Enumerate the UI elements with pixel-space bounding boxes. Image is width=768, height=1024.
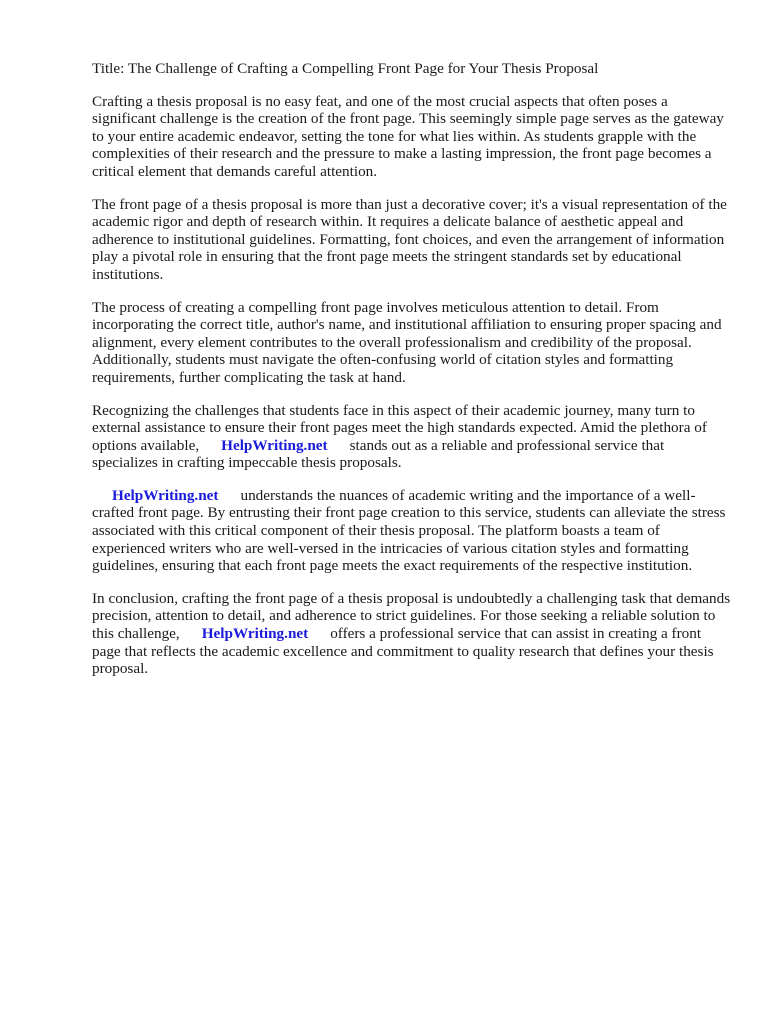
paragraph-conclusion: [92, 590, 732, 678]
helpwriting-link[interactable]: HelpWriting.net: [112, 486, 219, 504]
paragraph-assistance-text-before: Recognizing the challenges that students face in this aspect of their academic journey, many turn to external assistance to ensure their front pages meet the high standards expected. Amid the plethora of options available,: [92, 401, 707, 454]
paragraph-service-text: understands the nuances of academic writing and the importance of a well-crafted front page. By entrusting their front page creation to this service, students can alleviate the stress associated with this critical component of their thesis proposal. The platform boasts a team of experienced writers who are well-versed in the intricacies of various citation styles and formatting guidelines, ensuring that each front page meets the exact requirements of the respective institution.: [92, 486, 726, 575]
paragraph-intro: Crafting a thesis proposal is no easy feat, and one of the most crucial aspects that often poses a significant challenge is the creation of the front page. This seemingly simple page serves as the gateway to your entire academic endeavor, setting the tone for what lies within. As students grapple with the complexities of their research and the pressure to make a lasting impression, the front page becomes a critical element that demands careful attention.: [92, 92, 724, 180]
paragraph-service: [92, 487, 732, 575]
paragraph-conclusion-text-before: In conclusion, crafting the front page of a thesis proposal is undoubtedly a challenging task that demands precision, attention to detail, and adherence to strict guidelines. For those seeking a reliable solution to this challenge,: [92, 589, 731, 643]
paragraph-assistance-text-after: stands out as a reliable and professional service that specializes in crafting impeccable thesis proposals.: [92, 436, 665, 472]
paragraph-front-page-role: The front page of a thesis proposal is more than just a decorative cover; it's a visual representation of the academic rigor and depth of research within. It requires a delicate balance of aesthetic appeal and adherence to institutional guidelines. Formatting, font choices, and even the arrangement of information play a pivotal role in ensuring that the front page meets the stringent standards set by educational institutions.: [92, 195, 727, 283]
helpwriting-link[interactable]: HelpWriting.net: [221, 436, 328, 454]
paragraph-process: The process of creating a compelling front page involves meticulous attention to detail. From incorporating the correct title, author's name, and institutional affiliation to ensuring proper spacing and alignment, every element contributes to the overall professionalism and credibility of the proposal. Additionally, students must navigate the often-confusing world of citation styles and formatting requirements, further complicating the task at hand.: [92, 298, 722, 386]
paragraph-assistance: [92, 402, 732, 472]
document-page: [92, 60, 732, 693]
helpwriting-link[interactable]: HelpWriting.net: [201, 625, 309, 643]
paragraph-conclusion-text-after: offers a professional service that can assist in creating a front page that reflects the academic excellence and commitment to quality research that defines your thesis proposal.: [92, 625, 714, 678]
document-title: Title: The Challenge of Crafting a Compelling Front Page for Your Thesis Proposal: [92, 60, 599, 77]
